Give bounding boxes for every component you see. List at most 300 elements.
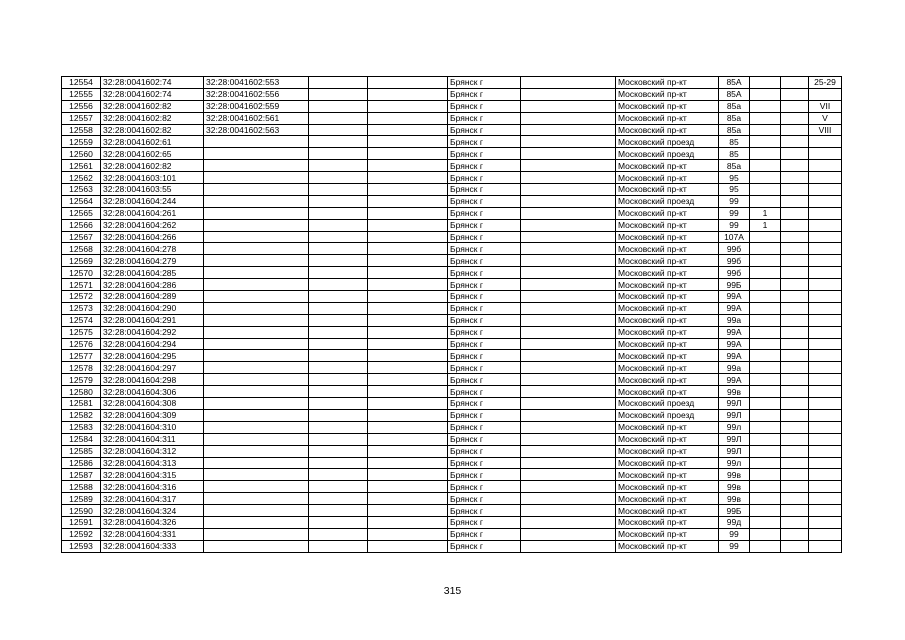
cell-blank-col-5 [368,112,448,124]
cell-blank-col-4 [309,398,368,410]
cell-blank-col-4 [309,255,368,267]
cell-blank-col-4 [309,124,368,136]
cell-row-number: 12568 [62,243,101,255]
table-row [62,362,842,374]
cell-blank-col-4 [309,112,368,124]
cell-cadastral-number [204,314,309,326]
cell-blank-col-5 [368,88,448,100]
cell-building [750,124,781,136]
cell-city: Брянск г [448,398,521,410]
cell-blank-col-7 [521,267,616,279]
cell-blank-col-5 [368,279,448,291]
cell-apartment [809,457,842,469]
cell-blank-col-11 [781,112,809,124]
cell-house-number: 85А [719,77,750,89]
cell-blank-col-4 [309,374,368,386]
cell-blank-col-11 [781,291,809,303]
cell-house-number: 99 [719,195,750,207]
cell-cadastral-number-parent: 32:28:0041602:74 [101,88,204,100]
cell-blank-col-7 [521,421,616,433]
cell-row-number: 12591 [62,516,101,528]
cell-apartment [809,160,842,172]
cell-street: Московский пр-кт [616,172,719,184]
cell-row-number: 12559 [62,136,101,148]
cell-apartment [809,291,842,303]
cell-cadastral-number-parent: 32:28:0041602:65 [101,148,204,160]
cell-city: Брянск г [448,540,521,552]
cell-blank-col-5 [368,77,448,89]
cell-blank-col-4 [309,540,368,552]
cell-blank-col-11 [781,124,809,136]
table-row [62,528,842,540]
cell-city: Брянск г [448,100,521,112]
cell-blank-col-4 [309,505,368,517]
cell-cadastral-number-parent: 32:28:0041604:262 [101,219,204,231]
cell-house-number: 99Б [719,505,750,517]
cell-street: Московский пр-кт [616,255,719,267]
cell-house-number: 85а [719,160,750,172]
cell-street: Московский пр-кт [616,469,719,481]
table-row [62,207,842,219]
cell-house-number: 99 [719,528,750,540]
cell-street: Московский пр-кт [616,326,719,338]
cell-apartment [809,255,842,267]
cell-cadastral-number-parent: 32:28:0041604:308 [101,398,204,410]
cell-cadastral-number: 32:28:0041602:559 [204,100,309,112]
cell-blank-col-7 [521,386,616,398]
cell-blank-col-11 [781,493,809,505]
cell-row-number: 12554 [62,77,101,89]
cell-street: Московский пр-кт [616,160,719,172]
cell-blank-col-7 [521,374,616,386]
table-row [62,148,842,160]
cell-house-number: 99А [719,302,750,314]
cell-street: Московский пр-кт [616,314,719,326]
cell-cadastral-number [204,291,309,303]
cell-building [750,100,781,112]
cell-blank-col-4 [309,136,368,148]
cell-row-number: 12587 [62,469,101,481]
cell-cadastral-number [204,386,309,398]
cell-house-number: 99А [719,291,750,303]
cell-building [750,516,781,528]
cell-house-number: 99л [719,421,750,433]
cell-blank-col-5 [368,433,448,445]
cell-blank-col-7 [521,184,616,196]
cell-house-number: 95 [719,184,750,196]
cell-city: Брянск г [448,219,521,231]
table-row [62,231,842,243]
cell-blank-col-5 [368,469,448,481]
cell-row-number: 12564 [62,195,101,207]
page-number: 315 [443,585,462,597]
table-row [62,409,842,421]
cell-row-number: 12588 [62,481,101,493]
cell-blank-col-11 [781,481,809,493]
cell-cadastral-number [204,302,309,314]
cell-blank-col-11 [781,184,809,196]
cell-blank-col-5 [368,350,448,362]
cell-apartment [809,279,842,291]
cell-blank-col-11 [781,338,809,350]
cell-cadastral-number [204,505,309,517]
cell-blank-col-7 [521,219,616,231]
cell-cadastral-number-parent: 32:28:0041604:298 [101,374,204,386]
table-row [62,172,842,184]
cell-apartment [809,481,842,493]
cell-street: Московский пр-кт [616,100,719,112]
cell-blank-col-11 [781,433,809,445]
cell-blank-col-4 [309,279,368,291]
cell-row-number: 12563 [62,184,101,196]
cell-blank-col-11 [781,136,809,148]
cell-city: Брянск г [448,112,521,124]
cell-cadastral-number [204,374,309,386]
cell-row-number: 12575 [62,326,101,338]
cell-cadastral-number [204,136,309,148]
cell-building [750,243,781,255]
cell-building [750,469,781,481]
cell-blank-col-7 [521,112,616,124]
cell-blank-col-7 [521,136,616,148]
cell-apartment [809,350,842,362]
table-row [62,314,842,326]
cell-apartment: VII [809,100,842,112]
cell-building [750,255,781,267]
table-row [62,100,842,112]
cell-blank-col-5 [368,136,448,148]
cell-blank-col-4 [309,314,368,326]
cell-blank-col-11 [781,374,809,386]
cell-blank-col-4 [309,302,368,314]
cell-building [750,398,781,410]
cell-street: Московский проезд [616,148,719,160]
cell-blank-col-11 [781,195,809,207]
cell-building [750,374,781,386]
cell-row-number: 12574 [62,314,101,326]
cell-house-number: 107А [719,231,750,243]
cell-blank-col-7 [521,124,616,136]
cell-building [750,195,781,207]
cell-house-number: 99Л [719,409,750,421]
cell-building [750,338,781,350]
cell-cadastral-number-parent: 32:28:0041602:82 [101,124,204,136]
cell-house-number: 99Л [719,398,750,410]
cell-blank-col-5 [368,207,448,219]
cell-cadastral-number [204,231,309,243]
cell-apartment [809,433,842,445]
cell-blank-col-5 [368,291,448,303]
cell-cadastral-number [204,469,309,481]
cell-blank-col-7 [521,160,616,172]
cell-blank-col-11 [781,148,809,160]
cell-blank-col-7 [521,314,616,326]
cell-house-number: 85 [719,148,750,160]
cell-row-number: 12570 [62,267,101,279]
cell-blank-col-5 [368,493,448,505]
cell-building [750,481,781,493]
cell-street: Московский пр-кт [616,493,719,505]
cell-row-number: 12555 [62,88,101,100]
cell-city: Брянск г [448,172,521,184]
cell-blank-col-5 [368,398,448,410]
cell-cadastral-number [204,481,309,493]
cell-blank-col-4 [309,184,368,196]
cell-cadastral-number-parent: 32:28:0041604:295 [101,350,204,362]
cell-blank-col-4 [309,219,368,231]
cell-house-number: 85А [719,88,750,100]
cell-blank-col-4 [309,100,368,112]
cell-blank-col-4 [309,195,368,207]
cell-apartment: VIII [809,124,842,136]
table-row [62,243,842,255]
cell-row-number: 12558 [62,124,101,136]
cell-street: Московский пр-кт [616,302,719,314]
cell-cadastral-number-parent: 32:28:0041604:306 [101,386,204,398]
table-row [62,493,842,505]
cell-building [750,505,781,517]
cell-blank-col-5 [368,374,448,386]
cell-cadastral-number [204,398,309,410]
cell-blank-col-7 [521,481,616,493]
cell-city: Брянск г [448,493,521,505]
cell-apartment [809,493,842,505]
cell-blank-col-4 [309,77,368,89]
cell-street: Московский пр-кт [616,386,719,398]
cell-cadastral-number-parent: 32:28:0041604:310 [101,421,204,433]
cell-building [750,326,781,338]
cell-cadastral-number-parent: 32:28:0041604:311 [101,433,204,445]
cell-apartment [809,445,842,457]
cell-building [750,493,781,505]
table-row [62,291,842,303]
cell-blank-col-11 [781,386,809,398]
cell-house-number: 99в [719,469,750,481]
cell-street: Московский пр-кт [616,338,719,350]
cell-street: Московский пр-кт [616,231,719,243]
cell-cadastral-number [204,433,309,445]
cell-building [750,279,781,291]
cell-row-number: 12562 [62,172,101,184]
cell-row-number: 12584 [62,433,101,445]
cell-blank-col-4 [309,409,368,421]
cell-blank-col-5 [368,326,448,338]
cell-cadastral-number-parent: 32:28:0041604:261 [101,207,204,219]
cell-cadastral-number-parent: 32:28:0041604:279 [101,255,204,267]
cell-blank-col-11 [781,314,809,326]
cell-city: Брянск г [448,148,521,160]
cell-cadastral-number [204,148,309,160]
cell-blank-col-5 [368,243,448,255]
table-row [62,160,842,172]
cell-blank-col-4 [309,231,368,243]
table-row [62,195,842,207]
cell-blank-col-11 [781,302,809,314]
cell-building [750,148,781,160]
cell-house-number: 99л [719,457,750,469]
cell-city: Брянск г [448,279,521,291]
table-row [62,77,842,89]
cell-row-number: 12586 [62,457,101,469]
cell-street: Московский пр-кт [616,267,719,279]
cell-street: Московский пр-кт [616,124,719,136]
cell-blank-col-7 [521,326,616,338]
cell-blank-col-5 [368,540,448,552]
cell-city: Брянск г [448,231,521,243]
cell-row-number: 12577 [62,350,101,362]
table-row [62,350,842,362]
cell-apartment [809,219,842,231]
cell-building [750,540,781,552]
cell-blank-col-11 [781,255,809,267]
cell-blank-col-5 [368,457,448,469]
cell-row-number: 12557 [62,112,101,124]
cell-blank-col-5 [368,528,448,540]
cell-building [750,184,781,196]
cell-blank-col-4 [309,457,368,469]
cell-city: Брянск г [448,481,521,493]
cell-cadastral-number-parent: 32:28:0041603:101 [101,172,204,184]
cell-house-number: 85а [719,100,750,112]
table-row [62,505,842,517]
cell-apartment: 25-29 [809,77,842,89]
table-row [62,184,842,196]
cell-blank-col-11 [781,398,809,410]
cell-building [750,457,781,469]
cell-blank-col-4 [309,291,368,303]
cell-blank-col-4 [309,207,368,219]
cell-city: Брянск г [448,338,521,350]
cell-row-number: 12583 [62,421,101,433]
cell-blank-col-5 [368,184,448,196]
cell-blank-col-11 [781,267,809,279]
cell-blank-col-4 [309,433,368,445]
cell-street: Московский пр-кт [616,528,719,540]
cell-apartment [809,314,842,326]
cell-street: Московский пр-кт [616,362,719,374]
cell-apartment [809,148,842,160]
cell-city: Брянск г [448,386,521,398]
cell-street: Московский пр-кт [616,243,719,255]
cell-cadastral-number-parent: 32:28:0041604:289 [101,291,204,303]
cell-blank-col-7 [521,279,616,291]
cell-cadastral-number [204,195,309,207]
cell-blank-col-11 [781,160,809,172]
cell-blank-col-4 [309,326,368,338]
cell-city: Брянск г [448,362,521,374]
cell-building [750,409,781,421]
cell-blank-col-11 [781,469,809,481]
cell-house-number: 99а [719,362,750,374]
cell-street: Московский пр-кт [616,77,719,89]
cell-city: Брянск г [448,350,521,362]
cell-apartment [809,267,842,279]
cell-city: Брянск г [448,291,521,303]
cell-row-number: 12566 [62,219,101,231]
cell-house-number: 99 [719,207,750,219]
cell-blank-col-5 [368,362,448,374]
cell-city: Брянск г [448,433,521,445]
cell-house-number: 99А [719,374,750,386]
cell-cadastral-number [204,160,309,172]
table-row [62,433,842,445]
cell-city: Брянск г [448,267,521,279]
cell-street: Московский пр-кт [616,207,719,219]
cell-apartment [809,398,842,410]
cell-row-number: 12585 [62,445,101,457]
cell-cadastral-number [204,445,309,457]
cell-house-number: 99Л [719,433,750,445]
cell-city: Брянск г [448,207,521,219]
cell-blank-col-11 [781,100,809,112]
cell-cadastral-number-parent: 32:28:0041604:331 [101,528,204,540]
cell-blank-col-11 [781,207,809,219]
table-row [62,279,842,291]
cell-apartment [809,172,842,184]
cell-cadastral-number-parent: 32:28:0041604:244 [101,195,204,207]
cell-blank-col-11 [781,172,809,184]
cell-blank-col-7 [521,493,616,505]
cell-blank-col-11 [781,540,809,552]
cell-building [750,136,781,148]
cell-row-number: 12590 [62,505,101,517]
cell-building [750,231,781,243]
cell-blank-col-5 [368,231,448,243]
cell-blank-col-11 [781,409,809,421]
cell-building [750,291,781,303]
cell-apartment [809,409,842,421]
cell-cadastral-number-parent: 32:28:0041604:285 [101,267,204,279]
cell-blank-col-4 [309,469,368,481]
cell-city: Брянск г [448,243,521,255]
cell-city: Брянск г [448,421,521,433]
cell-blank-col-4 [309,172,368,184]
cell-house-number: 85 [719,136,750,148]
cell-city: Брянск г [448,528,521,540]
cell-cadastral-number-parent: 32:28:0041604:297 [101,362,204,374]
cell-cadastral-number: 32:28:0041602:556 [204,88,309,100]
cell-cadastral-number-parent: 32:28:0041604:278 [101,243,204,255]
cell-blank-col-7 [521,398,616,410]
cell-row-number: 12573 [62,302,101,314]
cell-apartment [809,136,842,148]
cell-cadastral-number-parent: 32:28:0041602:74 [101,77,204,89]
cell-blank-col-7 [521,362,616,374]
table-row [62,421,842,433]
cell-cadastral-number-parent: 32:28:0041604:292 [101,326,204,338]
table-row [62,302,842,314]
cell-blank-col-5 [368,409,448,421]
cell-cadastral-number-parent: 32:28:0041604:266 [101,231,204,243]
cell-city: Брянск г [448,77,521,89]
cell-house-number: 99Б [719,279,750,291]
cell-building [750,172,781,184]
cell-blank-col-7 [521,100,616,112]
cell-blank-col-4 [309,528,368,540]
cell-blank-col-5 [368,314,448,326]
cell-apartment [809,231,842,243]
cell-building [750,314,781,326]
cell-blank-col-5 [368,302,448,314]
cell-cadastral-number [204,540,309,552]
cell-blank-col-4 [309,243,368,255]
cell-building [750,528,781,540]
cell-cadastral-number [204,243,309,255]
cell-house-number: 99 [719,219,750,231]
cell-blank-col-5 [368,160,448,172]
cell-blank-col-4 [309,362,368,374]
cell-blank-col-11 [781,279,809,291]
